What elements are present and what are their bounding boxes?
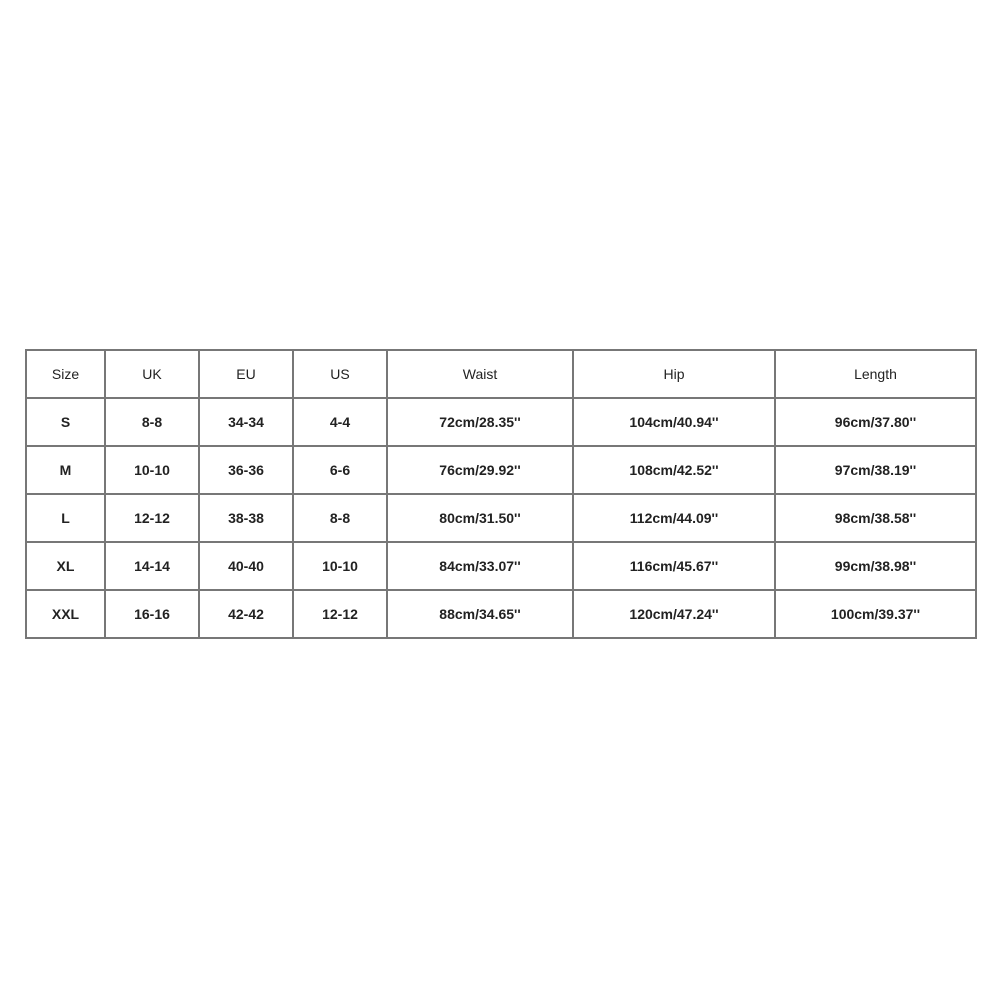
- cell-waist: 76cm/29.92'': [387, 446, 573, 494]
- cell-eu: 40-40: [199, 542, 293, 590]
- cell-eu: 34-34: [199, 398, 293, 446]
- cell-size: L: [26, 494, 105, 542]
- cell-hip: 120cm/47.24'': [573, 590, 775, 638]
- cell-uk: 8-8: [105, 398, 199, 446]
- cell-waist: 88cm/34.65'': [387, 590, 573, 638]
- size-chart-body: [26, 398, 976, 638]
- cell-waist: 72cm/28.35'': [387, 398, 573, 446]
- cell-uk: 12-12: [105, 494, 199, 542]
- cell-waist: 80cm/31.50'': [387, 494, 573, 542]
- cell-length: 96cm/37.80'': [775, 398, 976, 446]
- cell-size: S: [26, 398, 105, 446]
- header-row: [26, 350, 976, 398]
- cell-uk: 10-10: [105, 446, 199, 494]
- header-us: US: [293, 350, 387, 398]
- header-hip: Hip: [573, 350, 775, 398]
- table-row: [26, 446, 976, 494]
- cell-eu: 38-38: [199, 494, 293, 542]
- cell-hip: 116cm/45.67'': [573, 542, 775, 590]
- cell-length: 99cm/38.98'': [775, 542, 976, 590]
- table-row: [26, 590, 976, 638]
- cell-us: 10-10: [293, 542, 387, 590]
- cell-us: 12-12: [293, 590, 387, 638]
- table-row: [26, 398, 976, 446]
- size-chart-header: [26, 350, 976, 398]
- table-row: [26, 494, 976, 542]
- cell-size: XXL: [26, 590, 105, 638]
- cell-uk: 14-14: [105, 542, 199, 590]
- cell-waist: 84cm/33.07'': [387, 542, 573, 590]
- cell-us: 4-4: [293, 398, 387, 446]
- header-size: Size: [26, 350, 105, 398]
- header-uk: UK: [105, 350, 199, 398]
- header-length: Length: [775, 350, 976, 398]
- cell-hip: 112cm/44.09'': [573, 494, 775, 542]
- cell-size: M: [26, 446, 105, 494]
- cell-hip: 104cm/40.94'': [573, 398, 775, 446]
- size-chart-table: [25, 349, 977, 639]
- table-row: [26, 542, 976, 590]
- cell-uk: 16-16: [105, 590, 199, 638]
- header-waist: Waist: [387, 350, 573, 398]
- cell-eu: 36-36: [199, 446, 293, 494]
- cell-us: 6-6: [293, 446, 387, 494]
- cell-hip: 108cm/42.52'': [573, 446, 775, 494]
- cell-size: XL: [26, 542, 105, 590]
- cell-eu: 42-42: [199, 590, 293, 638]
- header-eu: EU: [199, 350, 293, 398]
- cell-length: 97cm/38.19'': [775, 446, 976, 494]
- cell-us: 8-8: [293, 494, 387, 542]
- cell-length: 98cm/38.58'': [775, 494, 976, 542]
- cell-length: 100cm/39.37'': [775, 590, 976, 638]
